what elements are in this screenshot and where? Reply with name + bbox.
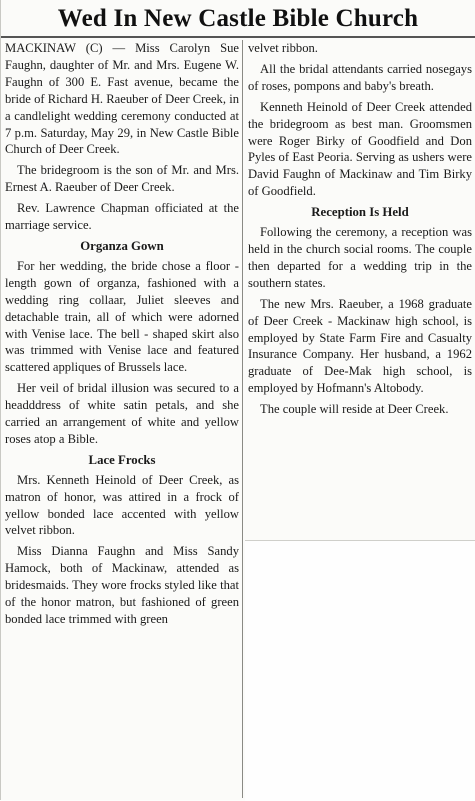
left-column bbox=[5, 40, 239, 798]
subhead-reception: Reception Is Held bbox=[311, 205, 409, 220]
paragraph: Mrs. Kenneth Heinold of Deer Creek, as matron of honor, was attired in a frock of yellow bonded lace accented with yellow velvet ribbon. bbox=[5, 472, 239, 538]
paragraph: The couple will reside at Deer Creek. bbox=[260, 402, 449, 417]
headline-rule bbox=[1, 36, 475, 38]
blank-area bbox=[245, 540, 475, 801]
paragraph: All the bridal attendants carried nosegays of roses, pompons and baby's breath. bbox=[248, 61, 472, 93]
paragraph: Rev. Lawrence Chapman officiated at the marriage service. bbox=[5, 201, 239, 233]
paragraph: velvet ribbon. bbox=[248, 41, 318, 55]
paragraph: Kenneth Heinold of Deer Creek attended the bridegroom as best man. Groomsmen were Roger Birky of Goodfield and Don Pyles of East Peoria. Serving as ushers were David Faughn of Mackinaw and Tim Birky of Goodfield. bbox=[248, 99, 472, 199]
subhead-lace-frocks: Lace Frocks bbox=[88, 452, 156, 467]
paragraph: Her veil of bridal illusion was secured to a headddress of white satin petals, and she carried an arrangement of white and yellow roses atop a Bible. bbox=[5, 381, 239, 446]
paragraph: Following the ceremony, a reception was held in the church social rooms. The couple then departed for a wedding trip in the southern states. bbox=[248, 225, 472, 290]
paragraph: For her wedding, the bride chose a floor - length gown of organza, fashioned with a wedding ring collaar, Juliet sleeves and detachable train, all of which were adorned with Venise lace. The bell - shaped skirt also was trimmed with Venise lace and featured scattered appliques of Brussels lace. bbox=[5, 258, 239, 375]
paragraph: The new Mrs. Raeuber, a 1968 graduate of Deer Creek - Mackinaw high school, is employed by State Farm Fire and Casualty Insurance Company. Her husband, a 1962 graduate of Dee-Mak high school, is employed by Hofmann's Altobody. bbox=[248, 296, 472, 396]
paragraph: Miss Dianna Faughn and Miss Sandy Hamock, both of Mackinaw, attended as bridesmaids. They wore frocks styled like that of the honor matron, but fashioned of green bonded lace trimmed with green bbox=[5, 544, 239, 626]
paragraph: The bridegroom is the son of Mr. and Mrs. Ernest A. Raeuber of Deer Creek. bbox=[5, 163, 239, 195]
subhead-organza-gown: Organza Gown bbox=[80, 238, 164, 253]
column-divider bbox=[242, 40, 243, 798]
headline: Wed In New Castle Bible Church bbox=[57, 5, 419, 32]
right-column bbox=[248, 40, 472, 540]
paragraph: MACKINAW (C) — Miss Carolyn Sue Faughn, daughter of Mr. and Mrs. Eugene W. Faughn of 300 E. Fast avenue, became the bride of Richard H. Raeuber of Deer Creek, in a candlelight wedding ceremony conducted at 7 p.m. Saturday, May 29, in New Castle Bible Church of Deer Creek. bbox=[5, 41, 239, 157]
